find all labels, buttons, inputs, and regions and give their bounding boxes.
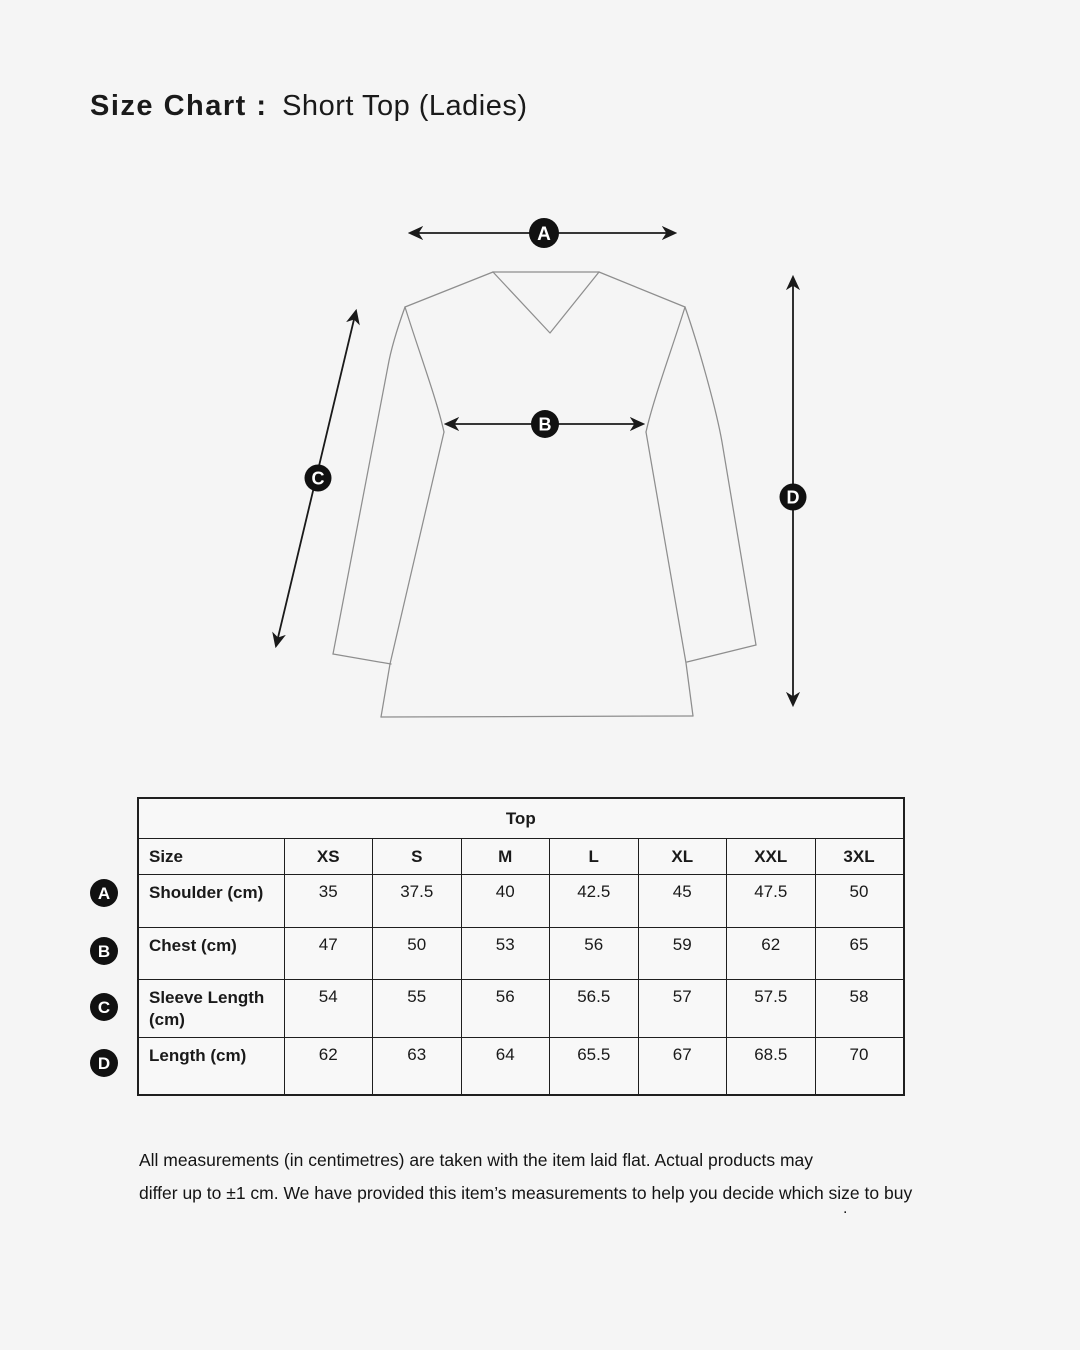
column-header-3xl: 3XL	[815, 839, 904, 875]
garment-outline-drawing	[333, 272, 756, 717]
cell-chest-3xl: 65	[815, 928, 904, 980]
garment-left-armhole-curve	[405, 307, 444, 432]
cell-shoulder-l: 42.5	[550, 875, 639, 928]
cell-length-m: 64	[461, 1038, 550, 1096]
table-row-shoulder	[138, 875, 904, 928]
cell-chest-xs: 47	[284, 928, 373, 980]
row-badge-c: C	[90, 993, 118, 1021]
cell-sleeve-s: 55	[373, 980, 462, 1038]
garment-hem-line	[381, 716, 693, 717]
size-chart-table	[137, 797, 905, 1096]
page-title-value: Short Top (Ladies)	[282, 90, 528, 122]
cell-chest-l: 56	[550, 928, 639, 980]
cell-length-xxl: 68.5	[727, 1038, 816, 1096]
cell-chest-s: 50	[373, 928, 462, 980]
garment-right-sleeve-outer	[685, 307, 756, 645]
cell-sleeve-3xl: 58	[815, 980, 904, 1038]
row-label-chest: Chest (cm)	[138, 928, 284, 980]
cell-sleeve-xl: 57	[638, 980, 727, 1038]
marker-b-letter: B	[538, 414, 552, 435]
garment-right-armhole-curve	[646, 307, 685, 432]
row-badge-d: D	[90, 1049, 118, 1077]
cell-length-3xl: 70	[815, 1038, 904, 1096]
garment-right-body-side	[646, 432, 693, 716]
garment-left-body-side	[381, 432, 444, 717]
page-title-label: Size Chart :	[90, 90, 268, 122]
stray-period: .	[843, 1200, 848, 1217]
row-label-length: Length (cm)	[138, 1038, 284, 1096]
marker-a-letter: A	[537, 224, 551, 245]
cell-chest-xxl: 62	[727, 928, 816, 980]
column-header-xs: XS	[284, 839, 373, 875]
disclaimer-line-2: differ up to ±1 cm. We have provided this item’s measurements to help you decide which size to buy	[139, 1183, 913, 1203]
row-label-sleeve-length: Sleeve Length (cm)	[138, 980, 284, 1038]
cell-shoulder-xxl: 47.5	[727, 875, 816, 928]
garment-left-shoulder-seam	[405, 272, 493, 307]
cell-shoulder-s: 37.5	[373, 875, 462, 928]
column-header-l: L	[550, 839, 639, 875]
cell-shoulder-xl: 45	[638, 875, 727, 928]
cell-sleeve-xxl: 57.5	[727, 980, 816, 1038]
cell-sleeve-m: 56	[461, 980, 550, 1038]
cell-shoulder-m: 40	[461, 875, 550, 928]
cell-shoulder-3xl: 50	[815, 875, 904, 928]
table-row-sleeve-length	[138, 980, 904, 1038]
cell-shoulder-xs: 35	[284, 875, 373, 928]
column-header-m: M	[461, 839, 550, 875]
row-label-shoulder: Shoulder (cm)	[138, 875, 284, 928]
cell-sleeve-l: 56.5	[550, 980, 639, 1038]
cell-chest-m: 53	[461, 928, 550, 980]
column-header-s: S	[373, 839, 462, 875]
garment-right-shoulder-seam	[599, 272, 685, 307]
cell-length-l: 65.5	[550, 1038, 639, 1096]
cell-length-xs: 62	[284, 1038, 373, 1096]
garment-right-cuff-line	[687, 645, 756, 662]
table-row-length	[138, 1038, 904, 1096]
row-badge-b: B	[90, 937, 118, 965]
measurement-arrows	[276, 233, 793, 705]
cell-sleeve-xs: 54	[284, 980, 373, 1038]
row-badge-a: A	[90, 879, 118, 907]
column-header-xl: XL	[638, 839, 727, 875]
marker-c-letter: C	[311, 468, 325, 489]
marker-d-letter: D	[786, 487, 800, 508]
disclaimer-line-1: All measurements (in centimetres) are taken with the item laid flat. Actual products may	[139, 1150, 814, 1170]
garment-left-cuff-line	[333, 654, 391, 664]
table-group-header-row	[138, 798, 904, 839]
measurement-disclaimer	[139, 1144, 912, 1210]
table-row-chest	[138, 928, 904, 980]
cell-length-xl: 67	[638, 1038, 727, 1096]
table-column-header-row	[138, 839, 904, 875]
cell-length-s: 63	[373, 1038, 462, 1096]
table-group-header: Top	[138, 798, 904, 839]
measurement-markers	[305, 218, 807, 511]
column-header-xxl: XXL	[727, 839, 816, 875]
column-header-size: Size	[138, 839, 284, 875]
garment-vneck-line	[493, 272, 599, 333]
cell-chest-xl: 59	[638, 928, 727, 980]
